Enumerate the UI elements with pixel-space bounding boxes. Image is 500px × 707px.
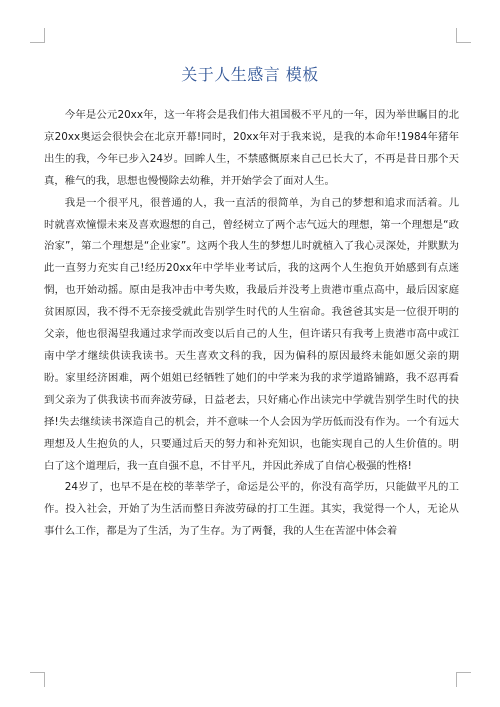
paragraph-2: 我是一个很平凡，很普通的人，我一直活的很简单，为自己的梦想和追求而活着。儿时就喜欢憧憬未来及喜欢遐想的自己，曾经树立了两个志气远大的理想，第一个理想是“政治家”，第二个理想是“企业家”。这两个我人生的梦想儿时就植入了我心灵深处，并默默为此一直努力充实自己!经历20xx年中学毕业考试后，我的这两个人生抱负开始感到有点迷惘，也开始动摇。原由是我冲击中考失败，我最后并没考上贵港市重点高中，最后因家庭贫困原因，我不得不无奈接受就此告别学生时代的人生宿命。我爸爸其实是一位很开明的父亲，他也很渴望我通过求学而改变以后自己的人生，但许诺只有我考上贵港市高中或江南中学才继续供读我读书。天生喜欢文科的我，因为偏科的原因最终未能如愿父亲的期盼。家里经济困难，两个姐姐已经牺牲了她们的中学来为我的求学道路铺路，我不忍再看到父亲为了供我读书而奔波劳碌，日益老去，只好痛心作出读完中学就告别学生时代的抉择!失去继续读书深造自己的机会，并不意味一个人会因为学历低而没有作为。一个有远大理想及人生抱负的人，只要通过后天的努力和补充知识，也能实现自己的人生价值的。明白了这个道理后，我一直自强不息，不甘平凡，并因此养成了自信心极强的性格! [44,196,459,472]
paragraph-3: 24岁了，也早不是在校的莘莘学子，命运是公平的，你没有高学历，只能做平凡的工作。投入社会，开始了为生活而整日奔波劳碌的打工生涯。其实，我觉得一个人，无论从事什么工作，都是为了生活，为了生存。为了两餐，我的人生在苦涩中体会着 [44,481,459,538]
document-body [44,105,459,543]
document-title: 关于人生感言 模板 [181,65,319,84]
crop-mark-bottom-left [30,672,45,687]
paragraph-1: 今年是公元20xx年，这一年将会是我们伟大祖国极不平凡的一年，因为举世瞩目的北京20xx奥运会很快会在北京开幕!同时，20xx年对于我来说，是我的本命年!1984年猪年出生的我，今年已步入24岁。回眸人生，不禁感慨原来自己已长大了，不再是昔日那个天真，稚气的我，思想也慢慢除去幼稚，并开始学会了面对人生。 [44,109,459,187]
crop-mark-top-right [456,28,471,43]
crop-mark-bottom-right [456,672,471,687]
crop-mark-top-left [30,28,45,43]
